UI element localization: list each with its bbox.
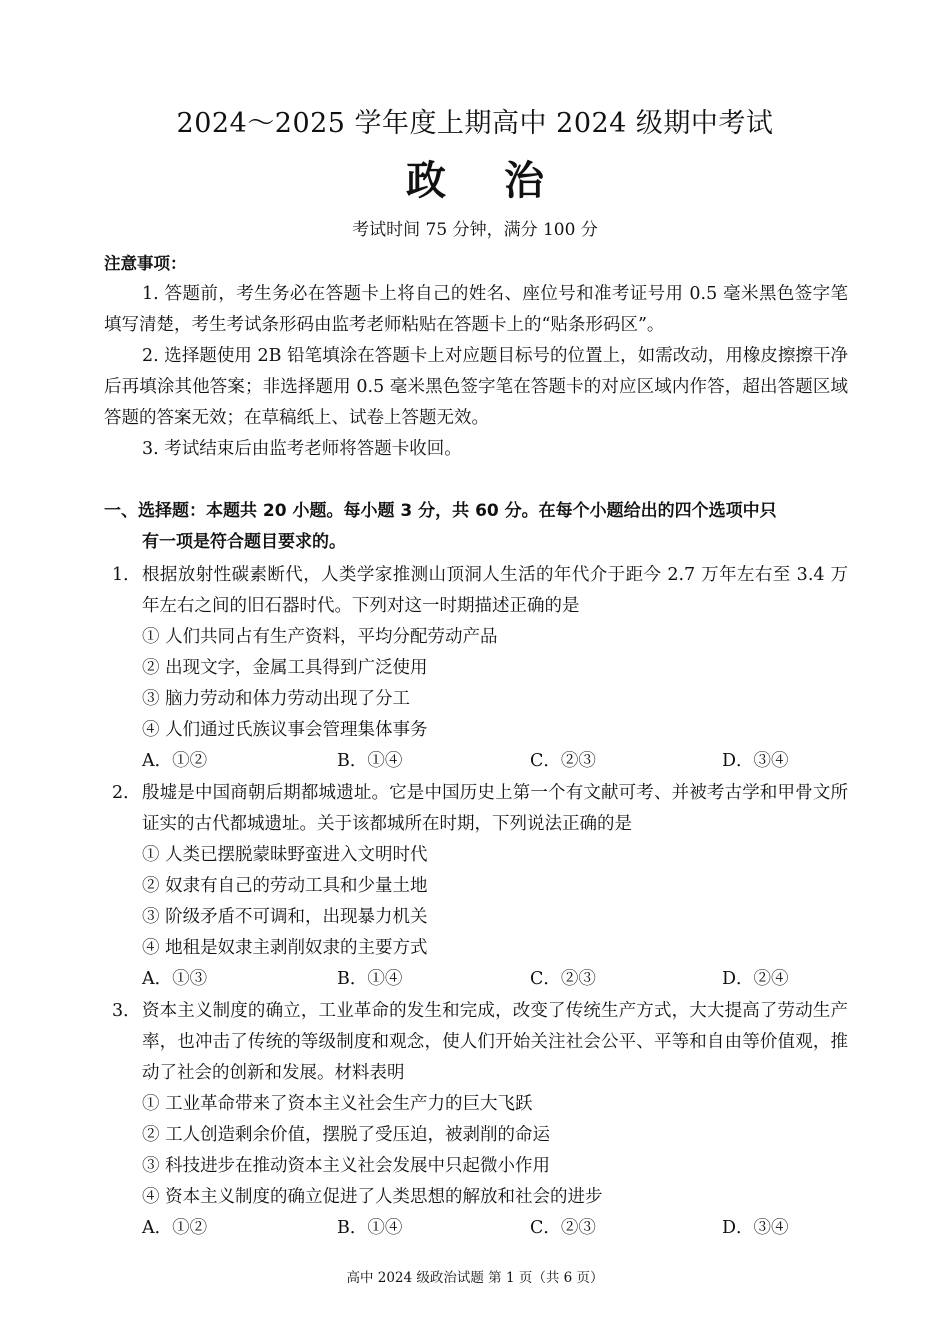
statement-option: ③ 阶级矛盾不可调和，出现暴力机关 <box>142 907 428 927</box>
question-1 <box>112 560 848 777</box>
choice-a: A．①② <box>142 1218 208 1238</box>
notes-title: 注意事项： <box>104 254 187 273</box>
choice-b: B．①④ <box>337 751 403 771</box>
section-heading-line: 有一项是符合题目要求的。 <box>142 532 346 552</box>
exam-info: 考试时间 75 分钟，满分 100 分 <box>352 220 598 240</box>
statement-option: ② 奴隶有自己的劳动工具和少量土地 <box>142 876 428 896</box>
question-2 <box>112 778 848 995</box>
subject-title: 政 治 <box>406 158 566 204</box>
choice-d: D．③④ <box>722 1218 789 1238</box>
statement-option: ② 工人创造剩余价值，摆脱了受压迫，被剥削的命运 <box>142 1125 551 1145</box>
question-stem: 资本主义制度的确立，工业革命的发生和完成，改变了传统生产方式，大大提高了劳动生产率，也冲击了传统的等级制度和观念，使人们开始关注社会公平、平等和自由等价值观，推动了社会的创新和发展。材料表明 <box>142 1001 848 1083</box>
note-item: 3. 考试结束后由监考老师将答题卡收回。 <box>142 439 462 459</box>
choice-b: B．①④ <box>337 1218 403 1238</box>
choice-b: B．①④ <box>337 969 403 989</box>
choice-a: A．①③ <box>142 969 208 989</box>
note-item: 1. 答题前，考生务必在答题卡上将自己的姓名、座位号和准考证号用 0.5 毫米黑色签字笔填写清楚，考生考试条形码由监考老师粘贴在答题卡上的“贴条形码区”。 <box>104 284 848 335</box>
statement-option: ④ 地租是奴隶主剥削奴隶的主要方式 <box>142 938 428 958</box>
question-number: 3． <box>112 1001 141 1021</box>
statement-option: ① 人们共同占有生产资料，平均分配劳动产品 <box>142 627 498 647</box>
statement-option: ① 工业革命带来了资本主义社会生产力的巨大飞跃 <box>142 1094 533 1114</box>
note-item: 2. 选择题使用 2B 铅笔填涂在答题卡上对应题目标号的位置上，如需改动，用橡皮擦擦干净后再填涂其他答案；非选择题用 0.5 毫米黑色签字笔在答题卡的对应区域内作答，超出答题区域答题的答案无效；在草稿纸上、试卷上答题无效。 <box>104 346 848 428</box>
notes-list <box>104 279 848 465</box>
statement-option: ④ 资本主义制度的确立促进了人类思想的解放和社会的进步 <box>142 1187 603 1207</box>
choice-a: A．①② <box>142 751 208 771</box>
choice-c: C．②③ <box>530 1218 596 1238</box>
question-stem: 殷墟是中国商朝后期都城遗址。它是中国历史上第一个有文献可考、并被考古学和甲骨文所证实的古代都城遗址。关于该都城所在时期，下列说法正确的是 <box>142 783 848 834</box>
question-stem: 根据放射性碳素断代，人类学家推测山顶洞人生活的年代介于距今 2.7 万年左右至 3.4 万年左右之间的旧石器时代。下列对这一时期描述正确的是 <box>142 565 848 616</box>
statement-option: ① 人类已摆脱蒙昧野蛮进入文明时代 <box>142 845 428 865</box>
question-number: 1． <box>112 565 141 585</box>
statement-option: ② 出现文字，金属工具得到广泛使用 <box>142 658 428 678</box>
choice-d: D．②④ <box>722 969 789 989</box>
choice-c: C．②③ <box>530 751 596 771</box>
answer-choices <box>142 746 848 777</box>
statement-option: ④ 人们通过氏族议事会管理集体事务 <box>142 720 428 740</box>
answer-choices <box>142 964 848 995</box>
choice-d: D．③④ <box>722 751 789 771</box>
statement-option: ③ 脑力劳动和体力劳动出现了分工 <box>142 689 411 709</box>
answer-choices <box>142 1213 848 1244</box>
question-number: 2． <box>112 783 141 803</box>
page-footer: 高中 2024 级政治试题 第 1 页（共 6 页） <box>346 1270 604 1286</box>
statement-option: ③ 科技进步在推动资本主义社会发展中只起微小作用 <box>142 1156 551 1176</box>
section-heading-line: 一、选择题：本题共 20 小题。每小题 3 分，共 60 分。在每个小题给出的四个选项中只 <box>104 501 777 521</box>
section-heading <box>104 496 848 558</box>
choice-c: C．②③ <box>530 969 596 989</box>
exam-title: 2024～2025 学年度上期高中 2024 级期中考试 <box>176 108 774 139</box>
question-3 <box>112 996 848 1244</box>
